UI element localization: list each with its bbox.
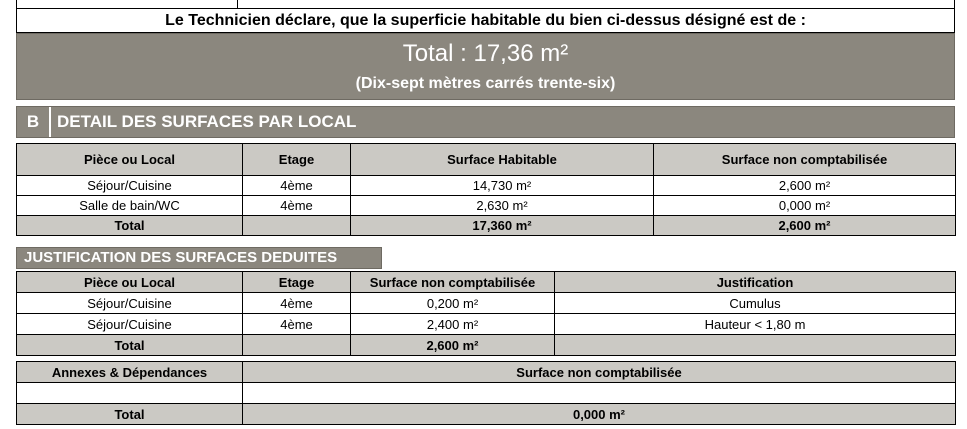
table-cell: 4ème: [243, 176, 351, 196]
justification-title: JUSTIFICATION DES SURFACES DEDUITES: [16, 247, 382, 269]
section-title: DETAIL DES SURFACES PAR LOCAL: [57, 112, 357, 131]
table-cell: Salle de bain/WC: [17, 196, 243, 216]
table-cell: 17,360 m²: [351, 216, 654, 236]
table-row: [17, 383, 956, 404]
table-header-row: [17, 362, 956, 383]
header-cell: Surface non comptabilisée: [351, 272, 555, 293]
table-cell: Total: [17, 335, 243, 356]
table-cell: 2,400 m²: [351, 314, 555, 335]
table-cell: [243, 383, 956, 404]
table-cell: Total: [17, 216, 243, 236]
table-header-row: [17, 272, 956, 293]
header-cell: Etage: [243, 144, 351, 176]
top-strip: [16, 0, 955, 9]
table-total-row: [17, 404, 956, 425]
header-cell: Surface non comptabilisée: [654, 144, 956, 176]
table-cell: 0,000 m²: [243, 404, 956, 425]
header-cell: Justification: [555, 272, 956, 293]
table-cell: Cumulus: [555, 293, 956, 314]
table-header-row: [17, 144, 956, 176]
table-row: [17, 314, 956, 335]
table-cell: 4ème: [243, 196, 351, 216]
annexes-table: [16, 361, 956, 425]
table-cell: Séjour/Cuisine: [17, 176, 243, 196]
table-cell: [243, 216, 351, 236]
table-row: [17, 196, 956, 216]
table-cell: 14,730 m²: [351, 176, 654, 196]
table-cell: [555, 335, 956, 356]
section-letter: B: [17, 107, 51, 137]
total-summary-box: [16, 33, 955, 100]
surfaces-table: [16, 143, 956, 236]
table-cell: 0,200 m²: [351, 293, 555, 314]
table-cell: Total: [17, 404, 243, 425]
table-cell: 2,600 m²: [351, 335, 555, 356]
header-cell: Pièce ou Local: [17, 272, 243, 293]
table-row: [17, 293, 956, 314]
header-cell: Etage: [243, 272, 351, 293]
total-value: Total : 17,36 m²: [402, 40, 569, 67]
table-cell: 2,630 m²: [351, 196, 654, 216]
table-cell: [243, 335, 351, 356]
table-cell: 2,600 m²: [654, 216, 956, 236]
table-cell: 4ème: [243, 314, 351, 335]
table-cell: Séjour/Cuisine: [17, 314, 243, 335]
table-total-row: [17, 216, 956, 236]
table-cell: 0,000 m²: [654, 196, 956, 216]
table-cell: 2,600 m²: [654, 176, 956, 196]
table-cell: 4ème: [243, 293, 351, 314]
total-in-words: (Dix-sept mètres carrés trente-six): [355, 75, 616, 92]
header-cell: Surface Habitable: [351, 144, 654, 176]
header-cell: Annexes & Dépendances: [17, 362, 243, 383]
table-cell: [17, 383, 243, 404]
table-cell: Séjour/Cuisine: [17, 293, 243, 314]
section-b-header: [16, 106, 955, 138]
justification-table: [16, 271, 956, 356]
table-cell: Hauteur < 1,80 m: [555, 314, 956, 335]
table-total-row: [17, 335, 956, 356]
declaration-text: Le Technicien déclare, que la superficie habitable du bien ci-dessus désigné est de :: [16, 9, 955, 33]
table-row: [17, 176, 956, 196]
header-cell: Surface non comptabilisée: [243, 362, 956, 383]
header-cell: Pièce ou Local: [17, 144, 243, 176]
